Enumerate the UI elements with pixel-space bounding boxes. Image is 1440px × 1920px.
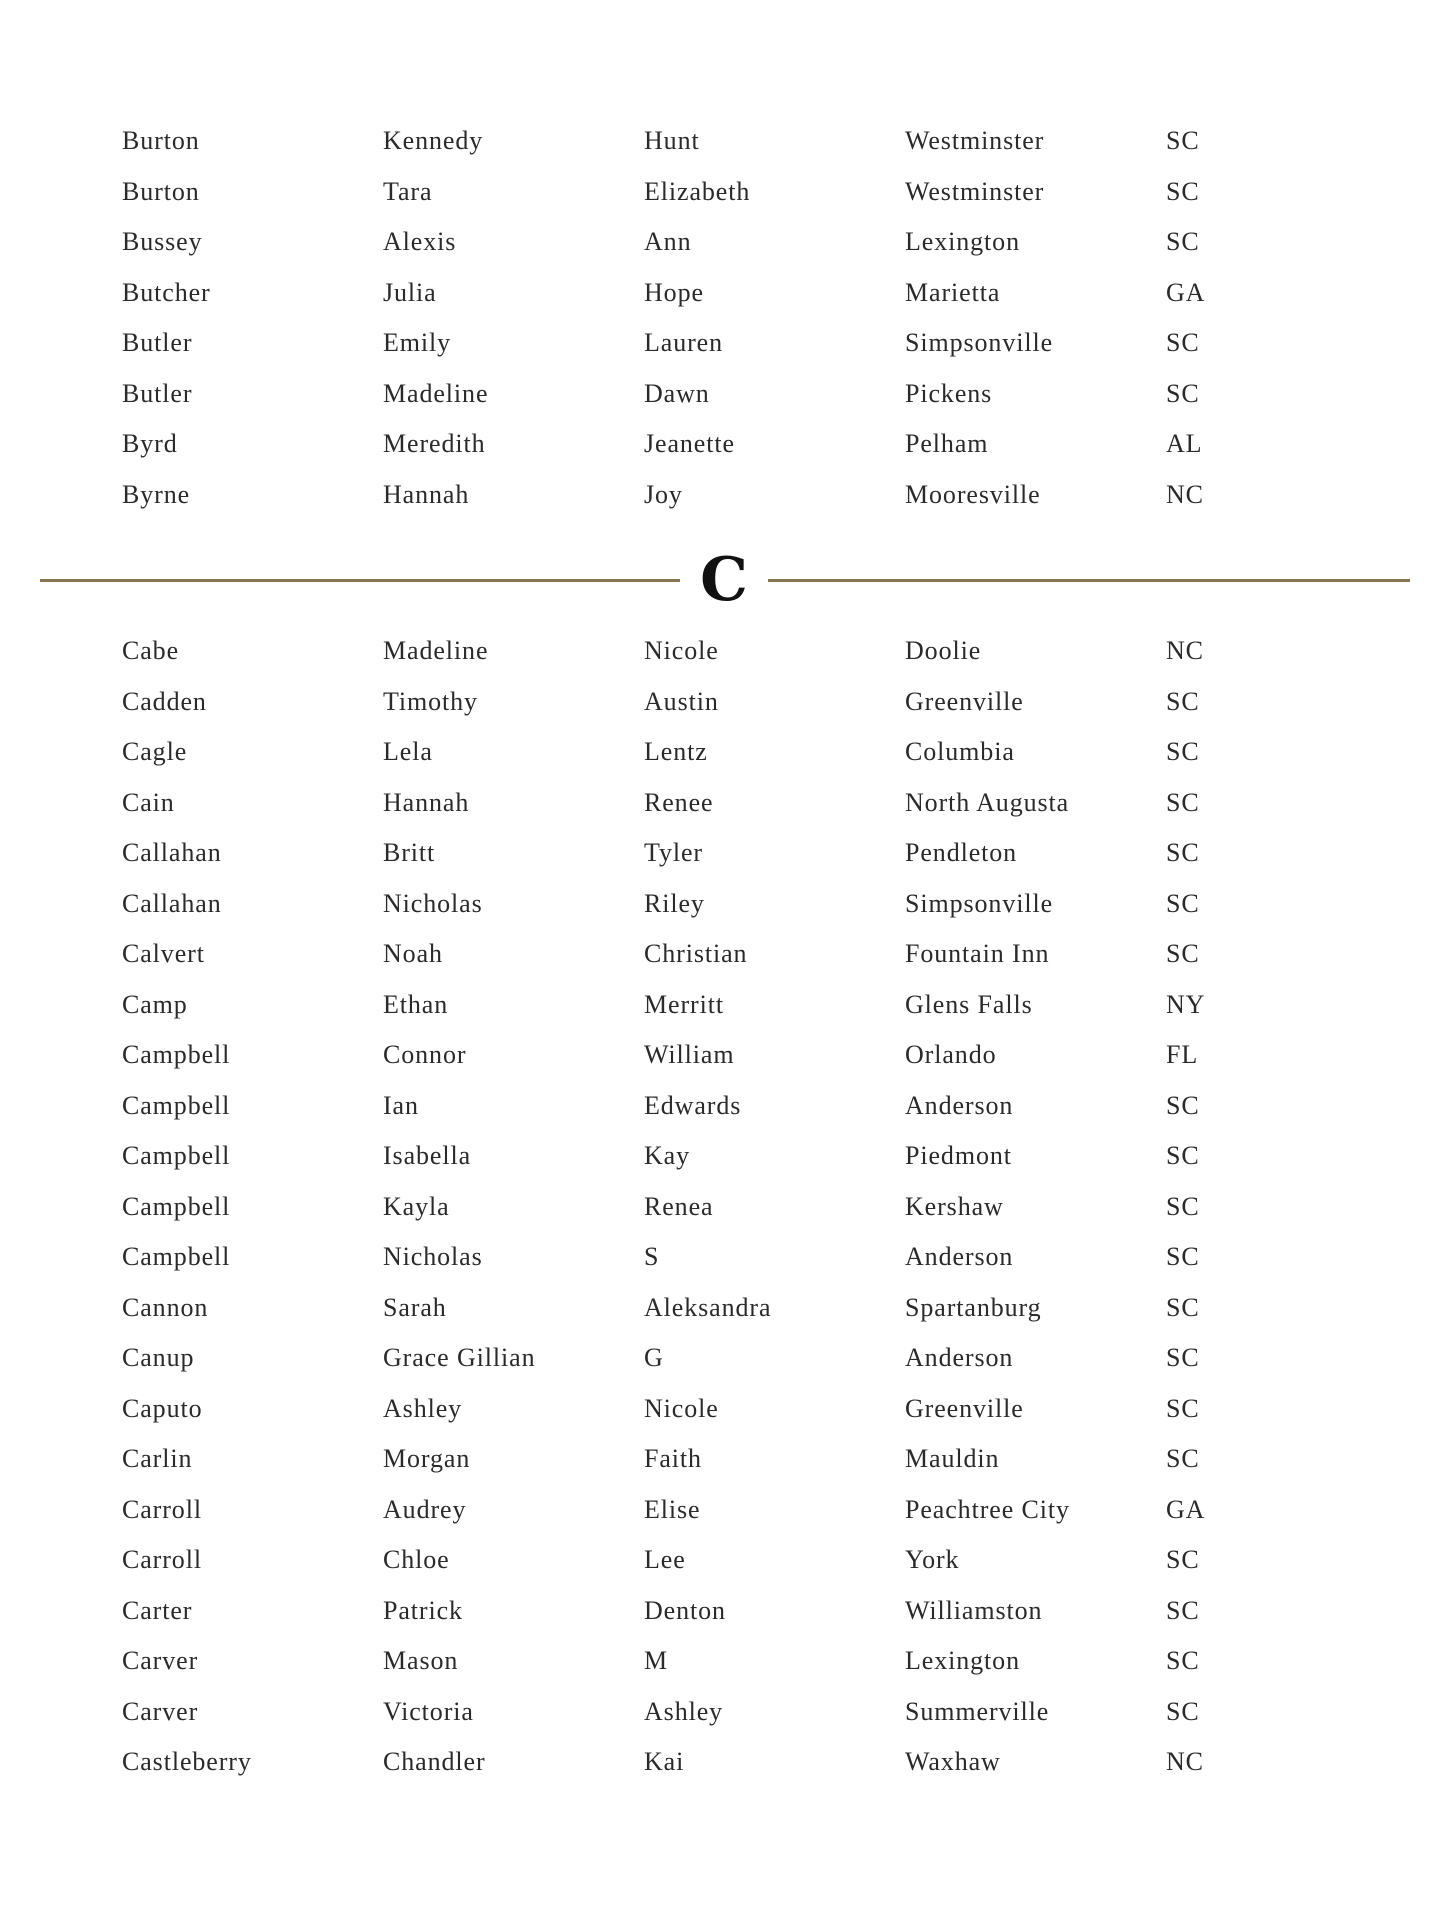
last-name-cell: Campbell — [122, 1242, 231, 1272]
last-name-cell: Butler — [122, 378, 193, 408]
state-cell: SC — [1166, 737, 1200, 767]
state-cell: NY — [1166, 989, 1206, 1019]
table-row — [122, 626, 1322, 677]
first-name-cell: Ashley — [383, 1393, 463, 1423]
city-cell: Fountain Inn — [905, 939, 1050, 969]
first-name-cell: Hannah — [383, 479, 470, 509]
middle-name-cell: Edwards — [644, 1090, 742, 1120]
state-cell: SC — [1166, 1545, 1200, 1575]
city-cell: Simpsonville — [905, 888, 1054, 918]
table-row — [122, 1333, 1322, 1384]
city-cell: Pickens — [905, 378, 993, 408]
last-name-cell: Callahan — [122, 888, 222, 918]
table-row — [122, 318, 1322, 369]
city-cell: Columbia — [905, 737, 1015, 767]
city-cell: York — [905, 1545, 960, 1575]
state-cell: NC — [1166, 479, 1204, 509]
city-cell: Kershaw — [905, 1191, 1004, 1221]
city-cell: Mauldin — [905, 1444, 1000, 1474]
state-cell: SC — [1166, 1292, 1200, 1322]
city-cell: Peachtree City — [905, 1494, 1070, 1524]
table-row — [122, 1586, 1322, 1637]
middle-name-cell: William — [644, 1040, 735, 1070]
city-cell: North Augusta — [905, 787, 1070, 817]
table-row — [122, 1737, 1322, 1788]
middle-name-cell: Joy — [644, 479, 683, 509]
table-row — [122, 1434, 1322, 1485]
first-name-cell: Isabella — [383, 1141, 472, 1171]
middle-name-cell: Nicole — [644, 636, 719, 666]
last-name-cell: Carroll — [122, 1545, 202, 1575]
last-name-cell: Carlin — [122, 1444, 193, 1474]
first-name-cell: Emily — [383, 328, 452, 358]
city-cell: Anderson — [905, 1242, 1014, 1272]
last-name-cell: Camp — [122, 989, 188, 1019]
state-cell: SC — [1166, 378, 1200, 408]
first-name-cell: Madeline — [383, 378, 489, 408]
divider-rule-left — [40, 579, 680, 582]
city-cell: Greenville — [905, 686, 1024, 716]
city-cell: Glens Falls — [905, 989, 1033, 1019]
table-row — [122, 879, 1322, 930]
last-name-cell: Cannon — [122, 1292, 209, 1322]
table-row — [122, 1030, 1322, 1081]
state-cell: SC — [1166, 1696, 1200, 1726]
last-name-cell: Cadden — [122, 686, 207, 716]
first-name-cell: Nicholas — [383, 1242, 483, 1272]
first-name-cell: Britt — [383, 838, 436, 868]
first-name-cell: Patrick — [383, 1595, 463, 1625]
state-cell: SC — [1166, 888, 1200, 918]
first-name-cell: Meredith — [383, 429, 486, 459]
city-cell: Simpsonville — [905, 328, 1054, 358]
middle-name-cell: Lentz — [644, 737, 708, 767]
last-name-cell: Bussey — [122, 227, 203, 257]
table-row — [122, 217, 1322, 268]
middle-name-cell: Renee — [644, 787, 714, 817]
city-cell: Westminster — [905, 176, 1045, 206]
city-cell: Westminster — [905, 126, 1045, 156]
middle-name-cell: Aleksandra — [644, 1292, 772, 1322]
last-name-cell: Castleberry — [122, 1747, 252, 1777]
city-cell: Orlando — [905, 1040, 997, 1070]
last-name-cell: Carroll — [122, 1494, 202, 1524]
state-cell: SC — [1166, 1646, 1200, 1676]
state-cell: SC — [1166, 1393, 1200, 1423]
city-cell: Anderson — [905, 1343, 1014, 1373]
last-name-cell: Burton — [122, 126, 200, 156]
last-name-cell: Campbell — [122, 1141, 231, 1171]
middle-name-cell: Lauren — [644, 328, 724, 358]
middle-name-cell: Renea — [644, 1191, 714, 1221]
middle-name-cell: Hunt — [644, 126, 700, 156]
middle-name-cell: Elise — [644, 1494, 701, 1524]
first-name-cell: Morgan — [383, 1444, 471, 1474]
first-name-cell: Hannah — [383, 787, 470, 817]
state-cell: GA — [1166, 277, 1206, 307]
last-name-cell: Byrne — [122, 479, 191, 509]
last-name-cell: Calvert — [122, 939, 205, 969]
state-cell: SC — [1166, 176, 1200, 206]
city-cell: Doolie — [905, 636, 982, 666]
section-letter-heading: C — [700, 545, 748, 615]
middle-name-cell: Tyler — [644, 838, 703, 868]
first-name-cell: Nicholas — [383, 888, 483, 918]
last-name-cell: Carver — [122, 1696, 199, 1726]
state-cell: SC — [1166, 328, 1200, 358]
middle-name-cell: Hope — [644, 277, 704, 307]
state-cell: SC — [1166, 686, 1200, 716]
table-row — [122, 1384, 1322, 1435]
table-row — [122, 1283, 1322, 1334]
state-cell: SC — [1166, 1141, 1200, 1171]
state-cell: SC — [1166, 1343, 1200, 1373]
last-name-cell: Carter — [122, 1595, 193, 1625]
state-cell: SC — [1166, 1191, 1200, 1221]
middle-name-cell: Nicole — [644, 1393, 719, 1423]
city-cell: Mooresville — [905, 479, 1041, 509]
city-cell: Spartanburg — [905, 1292, 1042, 1322]
last-name-cell: Cain — [122, 787, 175, 817]
state-cell: NC — [1166, 1747, 1204, 1777]
middle-name-cell: Faith — [644, 1444, 702, 1474]
first-name-cell: Audrey — [383, 1494, 467, 1524]
first-name-cell: Ian — [383, 1090, 419, 1120]
last-name-cell: Byrd — [122, 429, 178, 459]
table-row — [122, 268, 1322, 319]
state-cell: SC — [1166, 1444, 1200, 1474]
middle-name-cell: Kay — [644, 1141, 691, 1171]
roster-table-b — [122, 116, 1322, 520]
middle-name-cell: Ann — [644, 227, 692, 257]
first-name-cell: Kennedy — [383, 126, 484, 156]
table-row — [122, 677, 1322, 728]
table-row — [122, 1485, 1322, 1536]
first-name-cell: Sarah — [383, 1292, 447, 1322]
state-cell: SC — [1166, 838, 1200, 868]
middle-name-cell: Riley — [644, 888, 705, 918]
last-name-cell: Campbell — [122, 1191, 231, 1221]
middle-name-cell: Lee — [644, 1545, 686, 1575]
divider-rule-right — [768, 579, 1410, 582]
first-name-cell: Chandler — [383, 1747, 486, 1777]
city-cell: Waxhaw — [905, 1747, 1001, 1777]
section-divider — [40, 545, 1410, 615]
last-name-cell: Butcher — [122, 277, 211, 307]
state-cell: SC — [1166, 126, 1200, 156]
table-row — [122, 167, 1322, 218]
state-cell: SC — [1166, 939, 1200, 969]
table-row — [122, 470, 1322, 521]
state-cell: SC — [1166, 1595, 1200, 1625]
last-name-cell: Caputo — [122, 1393, 203, 1423]
table-row — [122, 1182, 1322, 1233]
city-cell: Pendleton — [905, 838, 1018, 868]
first-name-cell: Chloe — [383, 1545, 450, 1575]
roster-table-c — [122, 626, 1322, 1788]
state-cell: SC — [1166, 227, 1200, 257]
state-cell: FL — [1166, 1040, 1199, 1070]
table-row — [122, 828, 1322, 879]
first-name-cell: Noah — [383, 939, 443, 969]
table-row — [122, 116, 1322, 167]
table-row — [122, 1081, 1322, 1132]
table-row — [122, 1636, 1322, 1687]
first-name-cell: Ethan — [383, 989, 449, 1019]
state-cell: GA — [1166, 1494, 1206, 1524]
last-name-cell: Campbell — [122, 1040, 231, 1070]
middle-name-cell: S — [644, 1242, 660, 1272]
last-name-cell: Cabe — [122, 636, 180, 666]
first-name-cell: Timothy — [383, 686, 478, 716]
middle-name-cell: G — [644, 1343, 664, 1373]
last-name-cell: Cagle — [122, 737, 188, 767]
last-name-cell: Butler — [122, 328, 193, 358]
first-name-cell: Tara — [383, 176, 433, 206]
city-cell: Anderson — [905, 1090, 1014, 1120]
state-cell: AL — [1166, 429, 1203, 459]
last-name-cell: Campbell — [122, 1090, 231, 1120]
table-row — [122, 1687, 1322, 1738]
table-row — [122, 419, 1322, 470]
middle-name-cell: Merritt — [644, 989, 724, 1019]
table-row — [122, 1232, 1322, 1283]
first-name-cell: Alexis — [383, 227, 457, 257]
last-name-cell: Burton — [122, 176, 200, 206]
first-name-cell: Lela — [383, 737, 433, 767]
city-cell: Lexington — [905, 227, 1020, 257]
middle-name-cell: Austin — [644, 686, 719, 716]
table-row — [122, 727, 1322, 778]
last-name-cell: Callahan — [122, 838, 222, 868]
city-cell: Pelham — [905, 429, 989, 459]
middle-name-cell: Jeanette — [644, 429, 735, 459]
state-cell: SC — [1166, 1090, 1200, 1120]
state-cell: SC — [1166, 1242, 1200, 1272]
state-cell: NC — [1166, 636, 1204, 666]
table-row — [122, 778, 1322, 829]
table-row — [122, 980, 1322, 1031]
first-name-cell: Julia — [383, 277, 437, 307]
first-name-cell: Mason — [383, 1646, 459, 1676]
first-name-cell: Victoria — [383, 1696, 474, 1726]
last-name-cell: Carver — [122, 1646, 199, 1676]
city-cell: Lexington — [905, 1646, 1020, 1676]
city-cell: Marietta — [905, 277, 1001, 307]
table-row — [122, 1131, 1322, 1182]
table-row — [122, 929, 1322, 980]
city-cell: Greenville — [905, 1393, 1024, 1423]
middle-name-cell: Elizabeth — [644, 176, 751, 206]
table-row — [122, 1535, 1322, 1586]
middle-name-cell: Denton — [644, 1595, 726, 1625]
middle-name-cell: M — [644, 1646, 669, 1676]
table-row — [122, 369, 1322, 420]
state-cell: SC — [1166, 787, 1200, 817]
middle-name-cell: Kai — [644, 1747, 685, 1777]
first-name-cell: Grace Gillian — [383, 1343, 536, 1373]
first-name-cell: Connor — [383, 1040, 467, 1070]
middle-name-cell: Christian — [644, 939, 748, 969]
first-name-cell: Madeline — [383, 636, 489, 666]
city-cell: Summerville — [905, 1696, 1050, 1726]
city-cell: Piedmont — [905, 1141, 1012, 1171]
middle-name-cell: Dawn — [644, 378, 710, 408]
middle-name-cell: Ashley — [644, 1696, 724, 1726]
first-name-cell: Kayla — [383, 1191, 450, 1221]
last-name-cell: Canup — [122, 1343, 195, 1373]
city-cell: Williamston — [905, 1595, 1043, 1625]
